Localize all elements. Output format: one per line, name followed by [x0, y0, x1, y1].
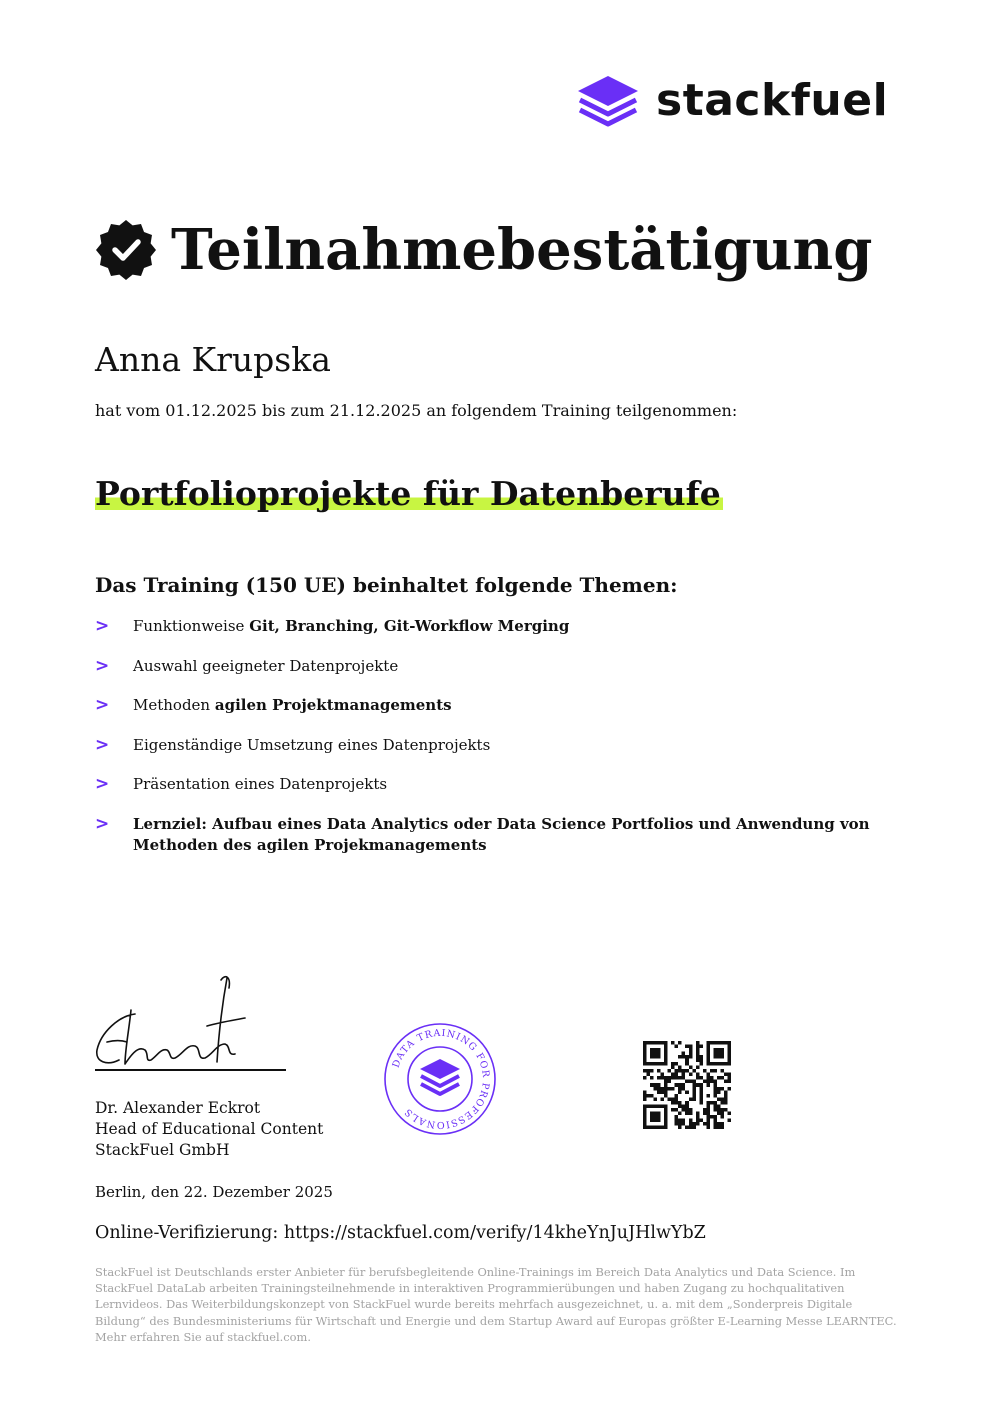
page-title: Teilnahmebestätigung [171, 217, 873, 283]
place-and-date: Berlin, den 22. Dezember 2025 [95, 1183, 333, 1201]
course-title [95, 472, 723, 516]
topic-emphasis: Git, Branching, Git-Workflow Merging [249, 617, 570, 635]
signatory-role: Head of Educational Content [95, 1120, 324, 1138]
topic-text: Auswahl geeigneter Datenprojekte [133, 656, 399, 675]
topic-text: Eigenständige Umsetzung eines Datenprojekts [133, 735, 491, 754]
topics-heading: Das Training (150 UE) beinhaltet folgende Themen: [95, 573, 678, 597]
chevron-right-icon: > [95, 695, 110, 715]
topic-item [95, 735, 895, 756]
topic-item [95, 656, 895, 677]
signatory-name: Dr. Alexander Eckrot [95, 1099, 261, 1117]
svg-text:DATA TRAINING FOR PROFESSIONAL [391, 1028, 492, 1130]
topic-item [95, 774, 895, 795]
company-description: StackFuel ist Deutschlands erster Anbieter für berufsbegleitende Online-Trainings im Bereich Data Analytics und Data Science. Im StackFuel DataLab arbeiten Trainingsteilnehmende in interaktiven Programmierübungen und haben Zugang zu hochqualitativen Lernvideos. Das Weiterbildungskonzept von StackFuel wurde bereits mehrfach ausgezeichnet, u. a. mit dem „Sonderpreis Digitale Bildung“ des Bundesministeriums für Wirtschaft und Energie und dem Startup Award auf Europas größter E-Learning Messe LEARNTEC. Mehr erfahren Sie auf stackfuel.com. [95, 1265, 897, 1344]
verified-badge-icon [95, 219, 157, 281]
stackfuel-logo [576, 74, 888, 128]
topic-item [95, 695, 895, 716]
participant-name: Anna Krupska [95, 340, 331, 379]
handwritten-signature [95, 970, 285, 1072]
seal-layers-icon [420, 1059, 460, 1094]
certification-seal [383, 1022, 497, 1136]
topic-emphasis: agilen Projektmanagements [214, 696, 452, 714]
seal-text: DATA TRAINING FOR PROFESSIONALS [390, 1027, 492, 1131]
chevron-right-icon: > [95, 813, 110, 834]
title-row [95, 210, 872, 290]
chevron-right-icon: > [95, 655, 110, 676]
online-verification: Online-Verifizierung: https://stackfuel.com/verify/14kheYnJuJHlwYbZ [95, 1223, 706, 1243]
course-title-text: Portfolioprojekte für Datenberufe [95, 474, 721, 513]
topic-text: Präsentation eines Datenprojekts [133, 775, 388, 793]
qr-code [643, 1041, 731, 1129]
stackfuel-layers-icon [576, 74, 640, 128]
signatory-company: StackFuel GmbH [95, 1141, 230, 1159]
brand-name: stackfuel [656, 75, 889, 126]
signature-line [95, 1069, 286, 1071]
participation-statement: hat vom 01.12.2025 bis zum 21.12.2025 an folgendem Training teilgenommen: [95, 401, 738, 420]
learning-goal-text: Lernziel: Aufbau eines Data Analytics oder Data Science Portfolios und Anwendung von Methoden des agilen Projekmanagements [133, 814, 870, 854]
topic-text: Funktionweise [133, 617, 250, 635]
learning-goal-item [95, 814, 895, 856]
topic-item [95, 616, 895, 637]
chevron-right-icon: > [95, 734, 110, 755]
topics-list [95, 616, 895, 856]
topic-text: Methoden [133, 696, 215, 714]
chevron-right-icon: > [95, 774, 110, 794]
chevron-right-icon: > [95, 616, 110, 636]
signatory-block [95, 1098, 323, 1161]
